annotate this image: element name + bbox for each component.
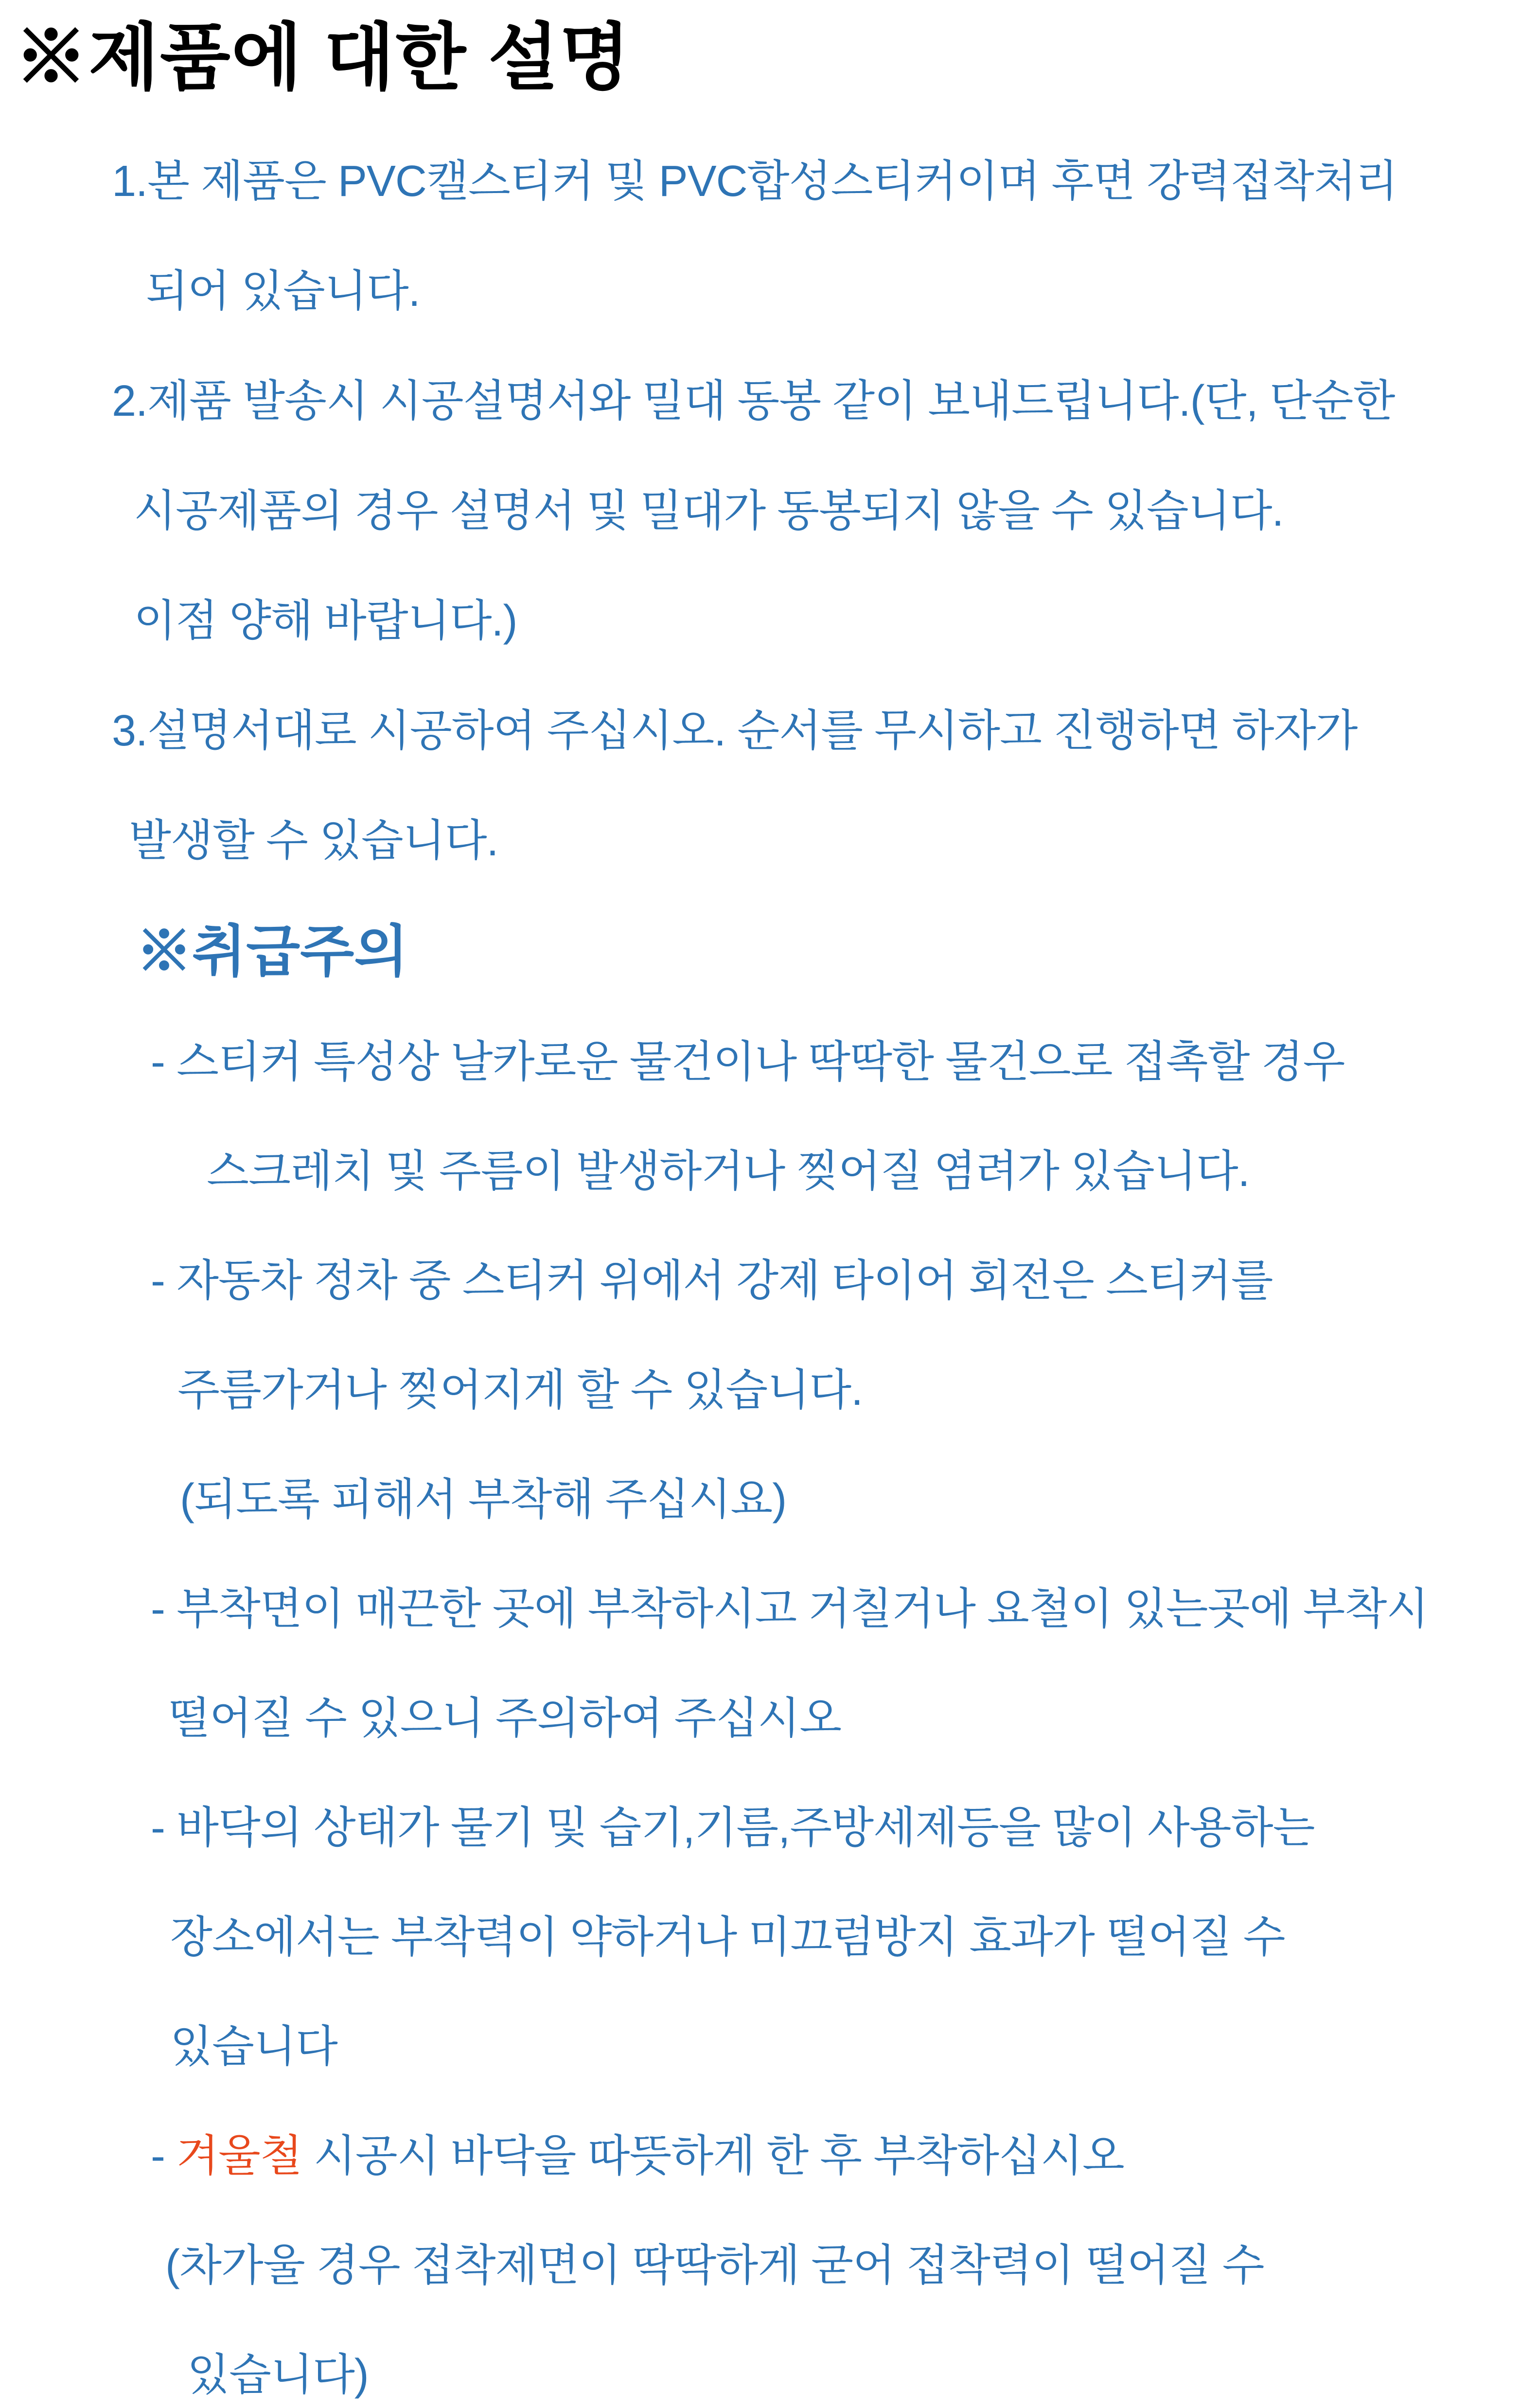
caution-section (0, 918, 1520, 2408)
winter-highlight: 겨울철 (176, 2131, 302, 2180)
note-item-1-line-1: 1.본 제품은 PVC캘스티커 및 PVC합성스티커이며 후면 강력접착처리 (112, 157, 1397, 206)
product-description-document (0, 12, 1520, 2399)
bullet-5-rest-text: 시공시 바닥을 따뜻하게 한 후 부착하십시오 (301, 2131, 1124, 2180)
caution-bullet-3-line-2: 떨어질 수 있으니 주의하여 주십시오 (168, 1694, 842, 1743)
caution-bullet-3 (0, 1576, 1520, 1752)
caution-bullet-4 (0, 1795, 1520, 2080)
caution-bullet-3-line-1: - 부착면이 매끈한 곳에 부착하시고 거칠거나 요철이 있는곳에 부착시 (151, 1584, 1429, 1633)
note-item-3-line-1: 3.설명서대로 시공하여 주십시오. 순서를 무시하고 진행하면 하자가 (112, 706, 1358, 755)
note-item-2-line-2: 시공제품의 경우 설명서 및 밀대가 동봉되지 않을 수 있습니다. (134, 486, 1284, 535)
caution-heading: ※취급주의 (136, 920, 408, 983)
bullet-dash: - (151, 2131, 177, 2180)
caution-bullet-2-line-1: - 자동차 정차 중 스티커 위에서 강제 타이어 회전은 스티커를 (151, 1256, 1273, 1305)
caution-bullet-1-line-1: - 스티커 특성상 날카로운 물건이나 딱딱한 물건으로 접촉할 경우 (151, 1037, 1345, 1086)
caution-bullet-4-line-2: 장소에서는 부착력이 약하거나 미끄럼방지 효과가 떨어질 수 (170, 1912, 1285, 1962)
caution-bullet-5-line-2: (차가울 경우 접착제면이 딱딱하게 굳어 접착력이 떨어질 수 (165, 2241, 1264, 2290)
caution-bullet-1-line-2: 스크레치 및 주름이 발생하거나 찢어질 염려가 있습니다. (207, 1147, 1250, 1196)
note-item-1 (0, 148, 1520, 324)
note-item-2 (0, 368, 1520, 654)
note-item-1-line-2: 되어 있습니다. (146, 266, 420, 316)
caution-bullet-2 (0, 1248, 1520, 1533)
caution-bullet-4-line-1: - 바닥의 상태가 물기 및 습기,기름,주방세제등을 많이 사용하는 (151, 1803, 1315, 1852)
note-item-3 (0, 698, 1520, 874)
caution-bullet-2-line-3: (되도록 피해서 부착해 주십시요) (180, 1475, 787, 1524)
caution-bullet-5-line-3: 있습니다) (187, 2350, 369, 2399)
product-notes-section (0, 148, 1520, 874)
caution-bullet-1 (0, 1029, 1520, 1204)
page-title: ※제품에 대한 설명 (15, 17, 631, 98)
caution-bullet-5-line-1 (0, 2124, 1520, 2189)
caution-bullet-5 (0, 2124, 1520, 2408)
note-item-3-line-2: 발생할 수 있습니다. (129, 816, 498, 865)
caution-bullet-2-line-2: 주름가거나 찢어지게 할 수 있습니다. (177, 1365, 863, 1415)
note-item-2-line-1: 2.제품 발송시 시공설명서와 밀대 동봉 같이 보내드립니다.(단, 단순한 (112, 376, 1395, 425)
caution-bullet-4-line-3: 있습니다 (170, 2022, 337, 2071)
note-item-2-line-3: 이점 양해 바랍니다.) (134, 596, 517, 645)
